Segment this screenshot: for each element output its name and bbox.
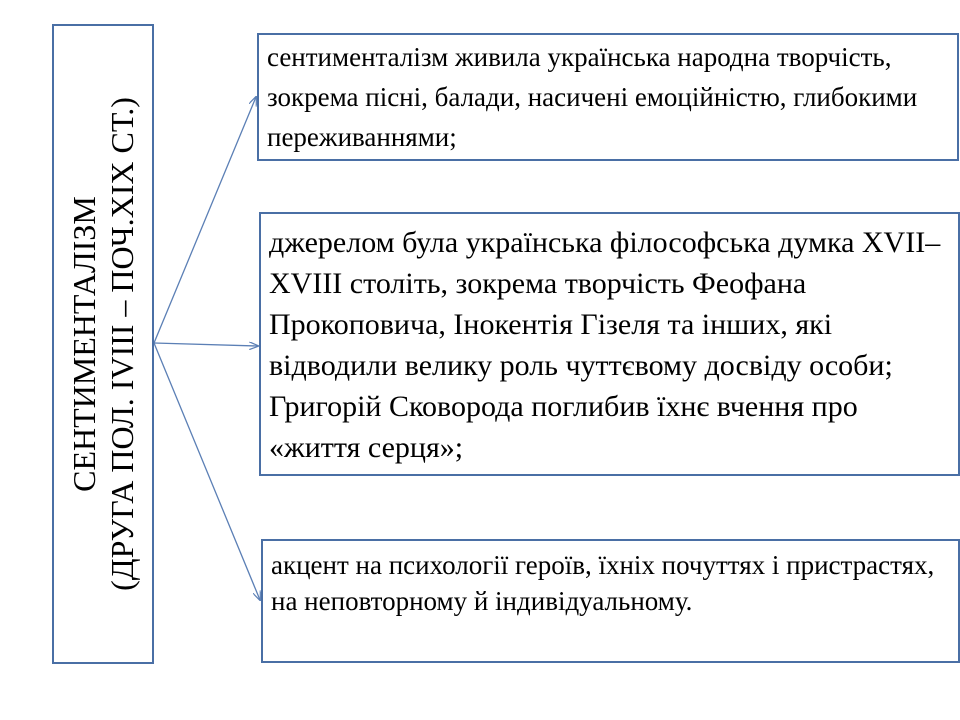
arrow-to-box-2 [154, 343, 258, 346]
philosophy-source-box [259, 212, 960, 476]
arrow-to-box-1 [154, 97, 256, 343]
title-line-2: (ДРУГА ПОЛ. ІVIII – ПОЧ.ХІХ СТ.) [104, 97, 140, 591]
title-line-1: СЕНТИМЕНТАЛІЗМ [66, 196, 102, 492]
psychology-focus-box [261, 539, 960, 663]
folk-creativity-text: сентименталізм живила українська народна творчість, зокрема пісні, балади, насичені емоційністю, глибокими переживаннями; [267, 42, 918, 152]
sentimentalism-title-box [52, 24, 154, 664]
psychology-focus-text: акцент на психології героїв, їхніх почуттях і пристрастях, на неповторному й індивідуальному. [271, 550, 935, 616]
philosophy-source-text: джерелом була українська філософська думка XVII–XVIII століть, зокрема творчість Феофана Прокоповича, Інокентія Гізеля та інших, які відводили велику роль чуттєвому досвіду особи; Григорій Сковорода поглибив їхнє вчення про «життя серця»; [269, 226, 941, 464]
arrow-to-box-3 [154, 343, 260, 600]
sentimentalism-title [65, 34, 141, 654]
folk-creativity-box [257, 33, 959, 161]
